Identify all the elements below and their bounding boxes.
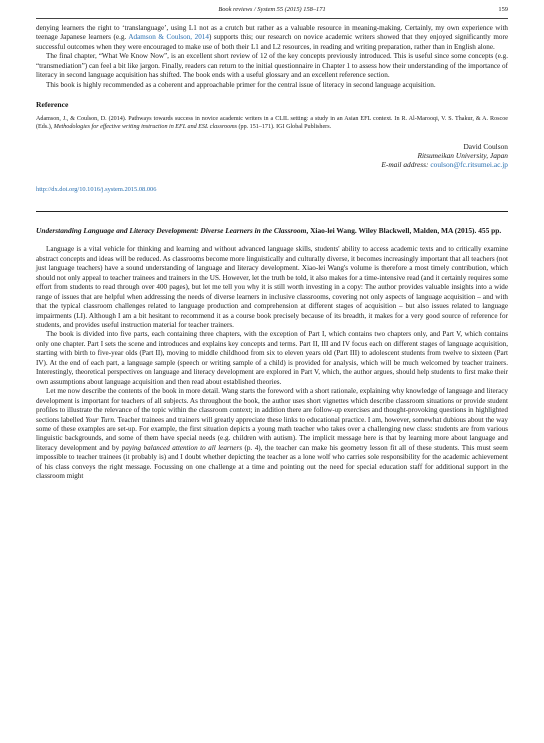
review1-paragraph-2: The final chapter, “What We Know Now”, is an excellent short review of 12 of the key concepts previously introduced. This is useful since some concepts (e.g. “transmediation”) can feel a bit like jargon. Finally, readers can return to the initial questionnaire in Chapter 1 to assess how their understanding of the importance of literacy in second language acquisition has shifted. The book ends with a useful glossary and an excellent reference section. (36, 52, 508, 80)
review1-paragraph-3: This book is highly recommended as a coherent and approachable primer for the central issue of literacy in second language acquisition. (46, 80, 436, 89)
reference-entry: Adamson, J., & Coulson, D. (2014). Pathways towards success in novice academic writers in a CLIL setting: a study in an Asian EFL context. In R. Al-Marooqi, V. S. Thakur, & A. Roscoe (Eds.), Methodologies for effective writing instruction in EFL and ESL classrooms (pp. 151–171). IGI Global Publishers. (36, 116, 508, 131)
running-header (36, 6, 508, 18)
header-rule (36, 18, 508, 19)
running-head: Book reviews / System 55 (2015) 158–171 (218, 6, 326, 13)
reviewer-name: David Coulson (463, 141, 508, 151)
email-label: E-mail address: (381, 160, 429, 170)
review2-title (36, 226, 508, 236)
citation-link[interactable]: Adamson & Coulson, 2014 (128, 33, 209, 42)
review2-paragraph-2: The book is divided into five parts, each containing three chapters, with the exception of Part I, which contains two chapters only, and Part V, which contains only one chapter. Part I sets the scene and introduces and explains key concepts and terms. Part II, III and IV focus each on different stages of language acquisition, starting with birth to five-year olds (Part II), moving to middle childhood from six to eleven years old (Part III) to adolescent students from twelve to sixteen (Part IV). At the end of each part, a language sample (speech or writing sample of a child) is provided for analysis, which will be much welcomed by teacher trainers. Interestingly, theoretical perspectives on language and literacy development are explored in Part V, which, the author argues, should help students to first make their own assumptions about language acquisition and then read about established theories. (36, 330, 508, 386)
review2-paragraph-1: Language is a vital vehicle for thinking and learning and without advanced language skills, students' ability to access academic texts and to critically examine abstract concepts and ideas will be reduced. As classrooms become more linguistically and culturally diverse, it becomes increasingly important that all teachers (not just language teachers) have a sound understanding of language and literacy development. Xiao-lei Wang's volume is therefore a most timely contribution, which should not only appeal to teacher trainees and trainers in the US. However, let the truth be told, it also makes for a time-intensive read (and it certainly requires some effort from students to read through over 400 pages), but let me tell you why it is still worth investing in a copy: The author provides valuable insights into a wide range of issues that are helpful when addressing the needs of diverse learners in inclusive classrooms, covering not only aspects of language acquisition – and with that the typical classroom challenges related to language production and comprehension at different stages of acquisition – but also issues related to language impairments (LI). Although I am a bit hesitant to recommend it as a course book precisely because of its breadth, it makes for a very good source of reference for students, and provides useful instruction material for teacher trainers. (36, 245, 508, 330)
doi-link[interactable]: http://dx.doi.org/10.1016/j.system.2015.08.006 (36, 185, 157, 193)
doi-line (36, 186, 508, 193)
review2-paragraph-3: Let me now describe the contents of the book in more detail. Wang starts the foreword with a short rationale, explaining why knowledge of language and literacy development is important for teachers of all subjects. As throughout the book, the author uses short vignettes which describe classroom situations or provide student profiles to illustrate the relevance of the topic within the classroom context; in addition there are follow-up exercises and thought-provoking questions in highlighted sections labelled Your Turn. Teacher trainees and trainers will greatly appreciate these links to educational practice. I am, however, somewhat dubious about the way some of these examples are set-up. For example, the first situation depicts a young math teacher who takes over a challenging new class: students are from various linguistic backgrounds, and some of them have special needs (e.g. children with autism). The implicit message here is that by learning more about language and literacy development and by paying balanced attention to all learners (p. 4), the teacher can make his geometry lesson fit all of these students. This must seem impossible to teacher trainees (it probably is) and I doubt whether depicting the teacher as a lone wolf who carries sole responsibility for the academic achievement of his class conveys the right message. Focussing on one challenge at a time and pointing out the need for special education staff for additional support in the classroom might (36, 387, 508, 481)
review1-paragraph-1: denying learners the right to ‘translanguage’, using L1 not as a crutch but rather as a valuable resource in meaning-making. Certainly, my own experience with teenage Japanese learners (e.g. Adamson & Coulson, 2014) supports this; our research on novice academic writers showed that they enjoyed significantly more successful outcomes when they were encouraged to make use of both their L1 and L2 resources, in reading and writing preparation, rather than in English alone. (36, 24, 508, 51)
book-title: Understanding Language and Literacy Development: Diverse Learners in the Classroom (36, 225, 307, 235)
reviewer-affiliation: Ritsumeikan University, Japan (417, 150, 508, 160)
email-link[interactable]: coulson@fc.ritsumei.ac.jp (430, 160, 508, 170)
page-content (36, 24, 508, 482)
reference-heading: Reference (36, 100, 69, 110)
section-divider (36, 211, 508, 212)
reviewer-email-line (36, 160, 508, 169)
reviewer-signature (36, 142, 508, 170)
page-number: 159 (498, 6, 508, 13)
book-details: , Xiao-lei Wang. Wiley Blackwell, Malden, MA (2015). 455 pp. (306, 225, 502, 235)
